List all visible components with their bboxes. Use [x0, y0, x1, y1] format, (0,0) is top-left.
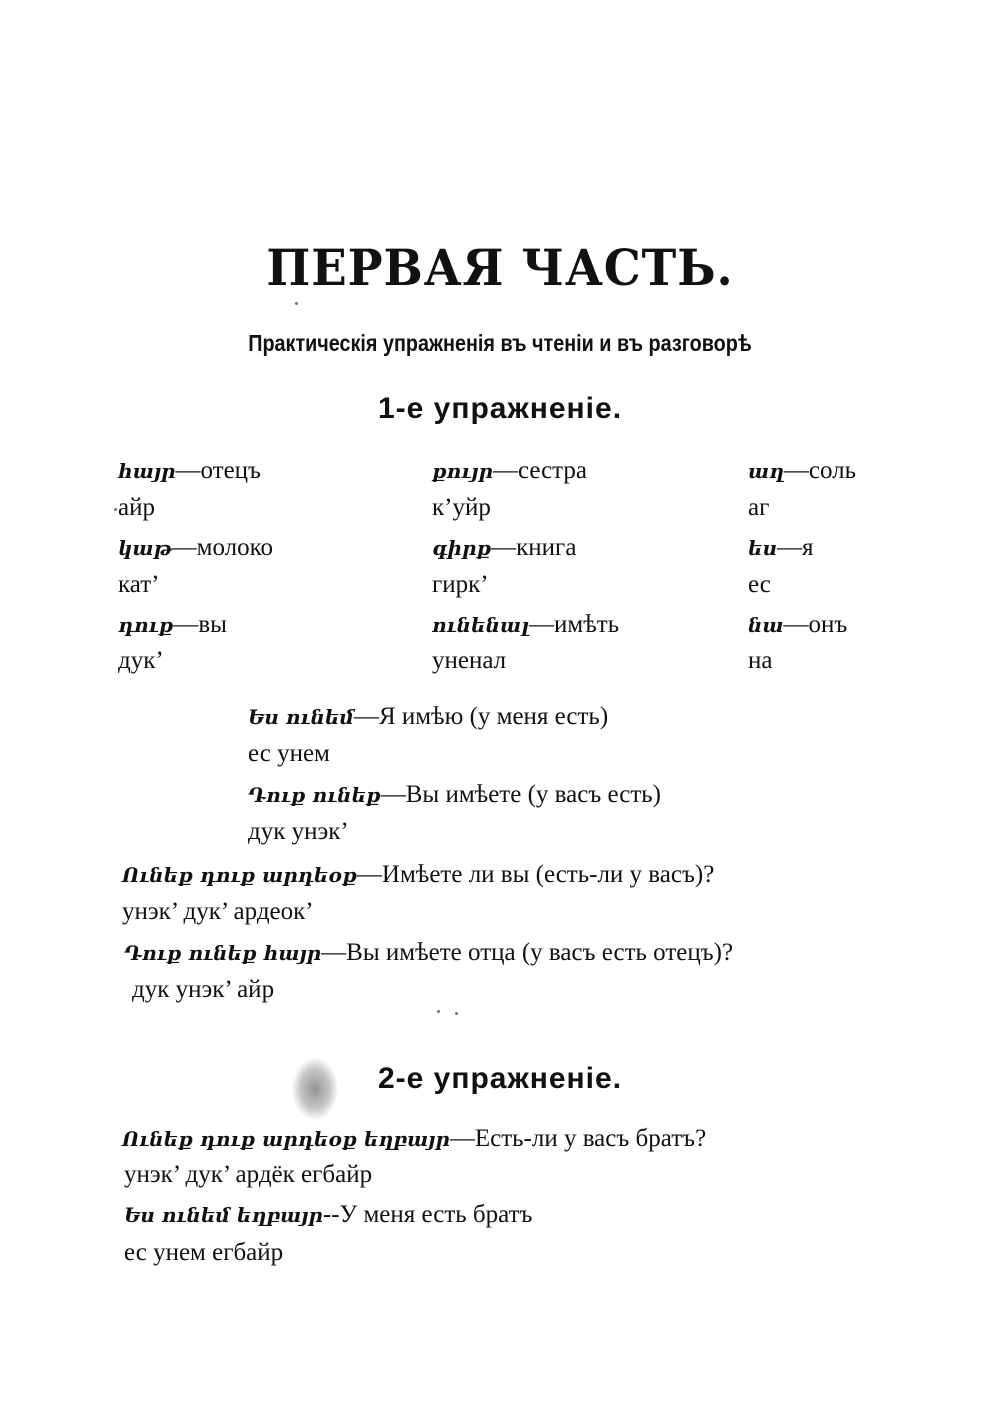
- armenian-word: դուք: [118, 613, 174, 637]
- dash: —: [171, 534, 197, 561]
- russian-translation: Вы имѣете (у васъ есть): [405, 781, 661, 808]
- armenian-phrase: Ունեք դուք արդեօք եղբայր: [122, 1127, 450, 1151]
- vocab-entry: [432, 533, 576, 563]
- armenian-word: հայր: [118, 459, 176, 483]
- russian-meaning: онъ: [808, 611, 848, 638]
- ink-speck: [295, 302, 298, 305]
- ink-speck: [437, 1010, 440, 1013]
- armenian-phrase: Ունեք դուք արդեօք: [122, 863, 357, 887]
- vocab-entry: [432, 610, 619, 640]
- transliteration: на: [748, 647, 773, 674]
- transliteration: ес: [748, 571, 771, 598]
- dash: —: [321, 939, 347, 966]
- russian-meaning: книга: [516, 534, 577, 561]
- armenian-word: կաթ: [118, 536, 172, 560]
- phrase: [124, 1200, 532, 1230]
- armenian-word: ես: [748, 536, 778, 560]
- russian-meaning: соль: [808, 457, 857, 484]
- transliteration: унэк’ дук’ ардеок’: [122, 898, 314, 925]
- dash: —: [529, 611, 555, 638]
- phrase: [248, 702, 608, 732]
- vocab-entry: [748, 610, 847, 640]
- russian-meaning: вы: [198, 611, 227, 638]
- dash: —: [356, 861, 382, 888]
- dash: —: [783, 457, 809, 484]
- armenian-phrase: Դուք ունեք: [248, 783, 381, 807]
- transliteration: дук унэк’: [248, 818, 349, 845]
- transliteration: к’уйр: [432, 494, 491, 521]
- transliteration: гирк’: [432, 571, 489, 598]
- armenian-word: ունենալ: [432, 613, 530, 637]
- transliteration: ес унем егбайр: [124, 1239, 284, 1266]
- russian-translation: Вы имѣете отца (у васъ есть отецъ)?: [346, 939, 734, 966]
- russian-meaning: отецъ: [200, 457, 261, 484]
- russian-translation: Есть-ли у васъ братъ?: [474, 1125, 707, 1152]
- transliteration: дук унэк’ айр: [132, 976, 275, 1003]
- exercise-2-heading: 2-е упражненіе.: [377, 1062, 623, 1095]
- part-subtitle: Практическія упражненія въ чтеніи и въ разговорѣ: [248, 330, 752, 356]
- transliteration: айр: [118, 494, 155, 521]
- armenian-phrase: Ես ունեմ: [248, 705, 354, 729]
- dash: —: [380, 781, 406, 808]
- vocab-entry: [118, 610, 227, 640]
- transliteration: унэк’ дук’ ардёк егбайр: [124, 1161, 373, 1188]
- armenian-word: գիրք: [432, 536, 492, 560]
- russian-meaning: имѣть: [554, 611, 620, 638]
- transliteration: ес унем: [248, 740, 330, 767]
- phrase: [122, 860, 714, 890]
- transliteration: кат’: [118, 571, 160, 598]
- part-title: ПЕРВАЯ ЧАСТЬ.: [266, 238, 734, 297]
- dash: —: [783, 611, 809, 638]
- armenian-word: աղ: [748, 459, 784, 483]
- dash: —: [491, 534, 517, 561]
- transliteration: уненал: [432, 647, 507, 674]
- armenian-phrase: Դուք ունեք հայր: [124, 941, 322, 965]
- dash: —: [777, 534, 803, 561]
- dash: —: [353, 703, 379, 730]
- russian-meaning: молоко: [196, 534, 274, 561]
- armenian-word: քույր: [432, 459, 493, 483]
- vocab-entry: [118, 533, 273, 563]
- ink-speck: [455, 1012, 458, 1015]
- armenian-word: նա: [748, 613, 784, 637]
- phrase: [122, 1124, 706, 1154]
- phrase: [248, 780, 661, 810]
- vocab-entry: [118, 456, 261, 486]
- phrase: [124, 938, 733, 968]
- russian-translation: Я имѣю (у меня есть): [378, 703, 609, 730]
- ink-speck: [114, 508, 117, 511]
- dash: --: [322, 1201, 340, 1228]
- armenian-phrase: Ես ունեմ եղբայր: [124, 1203, 323, 1227]
- dash: —: [175, 457, 201, 484]
- dash: —: [492, 457, 518, 484]
- vocab-entry: [748, 456, 856, 486]
- exercise-1-heading: 1-е упражненіе.: [377, 392, 623, 425]
- transliteration: дук’: [118, 647, 164, 674]
- vocab-entry: [432, 456, 587, 486]
- dash: —: [173, 611, 199, 638]
- russian-translation: У меня есть братъ: [339, 1201, 533, 1228]
- russian-translation: Имѣете ли вы (есть-ли у васъ)?: [381, 861, 715, 888]
- russian-meaning: я: [802, 534, 814, 561]
- vocab-entry: [748, 533, 814, 563]
- dash: —: [449, 1125, 475, 1152]
- russian-meaning: сестра: [517, 457, 588, 484]
- transliteration: аг: [748, 494, 770, 521]
